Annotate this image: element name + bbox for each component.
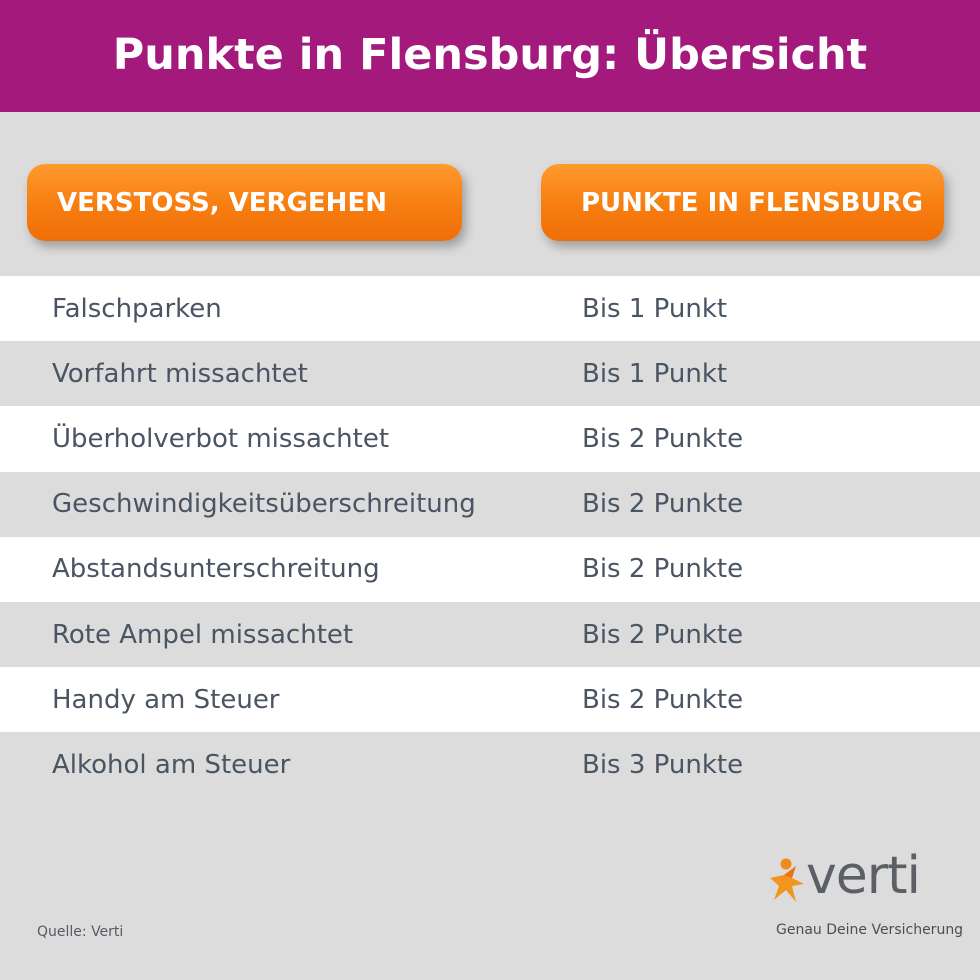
column-header-points: PUNKTE IN FLENSBURG: [541, 164, 944, 241]
source-note: Quelle: Verti: [37, 924, 124, 940]
points-cell: Bis 2 Punkte: [582, 489, 744, 520]
points-cell: Bis 1 Punkt: [582, 293, 728, 324]
header-bar: [0, 0, 980, 112]
points-cell: Bis 2 Punkte: [582, 619, 744, 650]
points-cell: Bis 2 Punkte: [582, 684, 744, 715]
offense-cell: Geschwindigkeitsüberschreitung: [52, 489, 476, 520]
orange-star-figure-icon: [766, 856, 810, 908]
offense-cell: Rote Ampel missachtet: [52, 619, 354, 650]
table-row: [0, 341, 980, 406]
points-cell: Bis 3 Punkte: [582, 749, 744, 780]
points-cell: Bis 2 Punkte: [582, 554, 744, 585]
table-row: [0, 406, 980, 471]
offense-cell: Abstandsunterschreitung: [52, 554, 380, 585]
page-title: Punkte in Flensburg: Übersicht: [112, 30, 868, 80]
table-row: [0, 537, 980, 602]
offense-cell: Alkohol am Steuer: [52, 749, 291, 780]
column-header-offense: VERSTOSS, VERGEHEN: [27, 164, 462, 241]
table-row: [0, 667, 980, 732]
logo-wordmark: verti: [806, 846, 920, 906]
verti-logo: [762, 846, 964, 947]
table-row: [0, 276, 980, 341]
offense-cell: Vorfahrt missachtet: [52, 358, 308, 389]
logo-tagline: Genau Deine Versicherung: [776, 922, 964, 938]
offense-cell: Überholverbot missachtet: [52, 423, 390, 454]
table-row: [0, 732, 980, 797]
points-cell: Bis 2 Punkte: [582, 423, 744, 454]
table-row: [0, 472, 980, 537]
points-cell: Bis 1 Punkt: [582, 358, 728, 389]
offense-cell: Falschparken: [52, 293, 222, 324]
table-row: [0, 602, 980, 667]
points-table: [0, 276, 980, 798]
offense-cell: Handy am Steuer: [52, 684, 280, 715]
